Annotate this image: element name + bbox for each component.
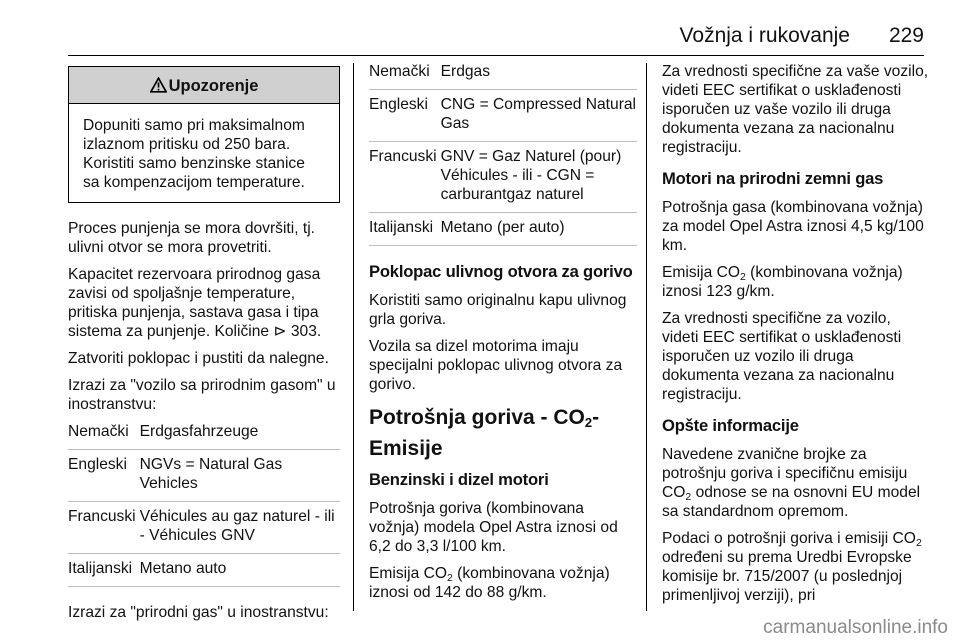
- paragraph-close-cap: Zatvoriti poklopac i pustiti da nalegne.: [68, 350, 329, 367]
- heading-general-info: Opšte informacije: [662, 416, 799, 435]
- terms-table-vehicle: [68, 422, 340, 587]
- table-row: Engleski CNG = Compressed Natural Gas: [369, 90, 637, 142]
- paragraph-cap-original: Koristiti samo originalnu kapu ulivnog grla goriva.: [369, 292, 627, 328]
- heading-fuel-cap: Poklopac ulivnog otvora za gorivo: [369, 262, 633, 281]
- table-row: Francuski GNV = Gaz Naturel (pour) Véhicules - ili - CGN = carburantgaz naturel: [369, 142, 637, 213]
- paragraph-eec-certificate: Za vrednosti specifične za vaše vozilo, videti EEC sertifikat o usklađenosti isporučen uz vaše vozilo ili druga dokumenta vezana za nacionalnu registraciju.: [662, 63, 929, 156]
- header-rule: [68, 55, 924, 56]
- page-ref-arrow-icon: ⊳: [273, 323, 287, 340]
- column-divider-1: [353, 63, 354, 611]
- table-row: Engleski NGVs = Natural Gas Vehicles: [68, 450, 340, 502]
- column-2: [369, 62, 637, 610]
- column-3: [662, 62, 930, 613]
- column-divider-2: [646, 63, 647, 611]
- heading-natural-gas-engines: Motori na prirodni zemni gas: [662, 169, 884, 188]
- paragraph-gas-emission: Emisija $CO_2$ (kombinovana vožnja) iznosi 123 g/km.: [662, 264, 903, 300]
- warning-triangle-icon: [150, 77, 167, 93]
- paragraph-consumption: Potrošnja goriva (kombinovana vožnja) modela Opel Astra iznosi od 6,2 do 3,3 l/100 km.: [369, 500, 618, 555]
- heading-petrol-diesel: Benzinski i dizel motori: [369, 470, 549, 489]
- terms-table-gas: [369, 62, 637, 246]
- table-row: Nemački Erdgas: [369, 62, 637, 90]
- page-header: [0, 0, 960, 52]
- column-1: [68, 62, 340, 630]
- warning-title: Upozorenje: [168, 77, 259, 95]
- table-row: Italijanski Metano (per auto): [369, 213, 637, 246]
- table-row: Nemački Erdgasfahrzeuge: [68, 422, 340, 450]
- paragraph-filling: Proces punjenja se mora dovršiti, tj. ulivni otvor se mora provetriti.: [68, 220, 316, 256]
- warning-box: [68, 66, 340, 203]
- section-title: Vožnja i rukovanje: [679, 24, 850, 47]
- paragraph-general-2: Podaci o potrošnji goriva i emisiji $CO_2$ određeni su prema Uredbi Evropske komisije br. 715/2007 (u poslednjoj primenljivoj verziji), pri: [662, 530, 922, 604]
- table-row: Francuski Véhicules au gaz naturel - ili - Véhicules GNV: [68, 502, 340, 554]
- paragraph-terms-gas: Izrazi za "prirodni gas" u inostranstvu:: [68, 604, 329, 621]
- paragraph-gas-consumption: Potrošnja gasa (kombinovana vožnja) za model Opel Astra iznosi 4,5 kg/100 km.: [662, 199, 924, 254]
- paragraph-terms-vehicle: Izrazi za "vozilo sa prirodnim gasom" u inostranstvu:: [68, 377, 336, 413]
- paragraph-general-1: Navedene zvanične brojke za potrošnju goriva i specifičnu emisiju $CO_2$ odnose se na osnovni EU model sa standardnom opremom.: [662, 446, 921, 520]
- paragraph-emission: Emisija $CO_2$ (kombinovana vožnja) iznosi od 142 do 88 g/km.: [369, 565, 610, 601]
- heading-fuel-consumption: Potrošnja goriva - $CO_2-$ Emisije: [369, 406, 600, 460]
- table-row: Italijanski Metano auto: [68, 554, 340, 587]
- watermark: carmanualsonline.info: [763, 617, 948, 638]
- warning-header: [69, 67, 339, 104]
- page-ref: 303.: [290, 323, 322, 340]
- paragraph-vehicle-values: Za vrednosti specifične za vozilo, videti EEC sertifikat o usklađenosti isporučen uz vozilo ili druga dokumenta vezana za nacionalnu registraciju.: [662, 310, 902, 403]
- warning-text: Dopuniti samo pri maksimalnom izlaznom pritisku od 250 bara. Koristiti samo benzinske stanice sa kompenzacijom temperature.: [83, 117, 305, 191]
- page-number: 229: [888, 24, 924, 47]
- paragraph-capacity: Kapacitet rezervoara prirodnog gasa zavisi od spoljašnje temperature, pritiska punjenja, sastava gasa i tipa sistema za punjenje. Količine ⊳ 303.: [68, 266, 322, 340]
- paragraph-cap-diesel: Vozila sa dizel motorima imaju specijalni poklopac ulivnog otvora za gorivo.: [369, 338, 623, 393]
